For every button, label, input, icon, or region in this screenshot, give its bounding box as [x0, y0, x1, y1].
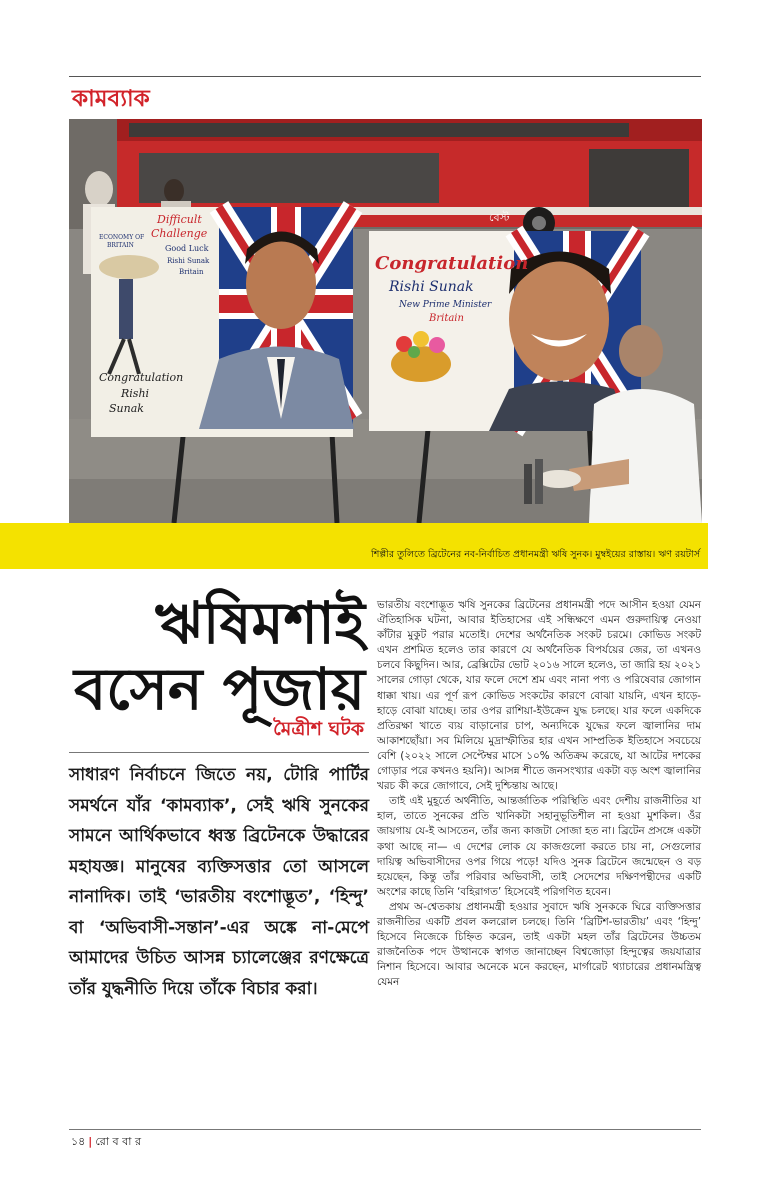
magazine-name: রো ব বা র: [95, 1135, 141, 1148]
left-painting: [91, 207, 354, 437]
page-footer: [71, 1134, 141, 1150]
left-top-text-5: Britain: [179, 268, 204, 276]
footer-separator: |: [88, 1135, 93, 1148]
left-bottom-text-3: Sunak: [109, 402, 144, 415]
top-rule: [69, 76, 701, 77]
left-top-text-3: Good Luck: [165, 244, 209, 253]
section-label: কামব্যাক: [72, 86, 150, 112]
left-top-text-2: Challenge: [151, 227, 208, 240]
headline-line-2: বসেন পূজায়: [74, 655, 365, 723]
body-paragraph: ভারতীয় বংশোদ্ভূত ঋষি সুনকের ব্রিটেনের প্রধানমন্ত্রী পদে আসীন হওয়া যেমন ঐতিহাসিক ঘটনা, আবার ইতিহাসের এই সন্ধিক্ষণে এমন গুরুদায়িত্ব নেওয়া কাঁটার মুকুট পরার মতোই। দেশের অর্থনৈতিক সংকট চরমে। কোভিড সংকট এখন প্রশমিত হলেও তার কারণে যে অর্থনৈতিক বিপর্যয়ের জের, তা এখনও চলবে কিছুদিন। আর, ব্রেক্সিটের ভোট ২০১৬ সালে হলেও, তা জারি হয় ২০২১ সালের গোড়া থেকে, যার ফলে দেশে শ্রম এবং নানা পণ্য ও পরিষেবার জোগান ধাক্কা খায়। এর পূর্ণ রূপ কোভিড সংকটের কারণে বোঝা যায়নি, এখন হাড়ে-হাড়ে বোঝা যাচ্ছে। তার ওপর রাশিয়া-ইউক্রেন যুদ্ধ চলছে। যার ফলে একদিকে প্রতিরক্ষা খাতে ব্যয় বাড়ানোর চাপ, অন্যদিকে যুদ্ধের ফলে জ্বালানির দাম আকাশছোঁয়া। সব মিলিয়ে মুদ্রাস্ফীতির হার এখন সাম্প্রতিক ইতিহাসে সবচেয়ে বেশি (২০২২ সালে সেপ্টেম্বর মাসে ১০% অতিক্রম করেছে, যা আটের দশকের গোড়ার পরে কখনও হয়নি)। আসন্ন শীতে জনসংখ্যার একটা বড় অংশ জ্বালানির খরচ কী করে জোগাবে, সেই দুশ্চিন্তায় আছে।: [377, 599, 701, 793]
left-bottom-text-2: Rishi: [121, 387, 150, 400]
footer-rule: [69, 1129, 701, 1130]
left-bottom-text-1: Congratulation: [99, 371, 184, 384]
right-text-4: Britain: [429, 313, 464, 324]
photo-caption: শিল্পীর তুলিতে ব্রিটেনের নব-নির্বাচিত প্রধানমন্ত্রী ঋষি সুনক। মুম্বইয়ের রাস্তায়। ঋণ রয়টার্স: [371, 549, 700, 560]
left-top-text-1: Difficult: [157, 213, 202, 226]
headline-line-1: ঋষিমশাই: [154, 589, 365, 657]
left-book-text-1: ECONOMY OF: [99, 234, 145, 241]
cover-photo: [69, 119, 702, 523]
body-paragraph: তাই এই মুহূর্তে অর্থনীতি, আন্তর্জাতিক পরিস্থিতি এবং দেশীয় রাজনীতির যা হাল, তাতে সুনকের প্রতি খানিকটা সহানুভূতিশীল না হওয়া মুশকিল। ওঁর জায়গায় যে-ই আসতেন, তাঁর জন্য কাজটা সোজা হত না। ব্রিটেন প্রসঙ্গে একটা কথা আছে না— এ দেশের লোক যে কাজগুলো করতে চায় না, সেগুলোর দায়িত্ব অভিবাসীদের ওপর গিয়ে পড়ে! যদিও সুনক ব্রিটেনে জন্মেছেন ও বড় হয়েছেন, কিন্তু তাঁর পরিবার অভিবাসী, তাই সেদেশের দক্ষিণপন্থীদের একটি অংশের কাছে তিনি ‘বহিরাগত’ হিসেবেই পরিগণিত হবেন।: [377, 795, 701, 898]
article-body: [377, 598, 701, 990]
left-book-text-2: BRITAIN: [107, 242, 134, 249]
byline-rule: [69, 752, 369, 753]
byline: মৈত্রীশ ঘটক: [273, 718, 364, 740]
body-paragraph: প্রথম অ-শ্বেতকায় প্রধানমন্ত্রী হওয়ার সুবাদে ঋষি সুনককে ঘিরে ব্যক্তিসত্তার রাজনীতির একটি প্রবল কলরোল চলছে। তিনি ‘ব্রিটিশ-ভারতীয়’ এবং ‘হিন্দু’ হিসেবে নিজেকে চিহ্নিত করেন, তাই একটা মহল তাঁর ব্রিটেনের উচ্চতম রাজনৈতিক পদে উত্থানকে স্বাগত জানাচ্ছেন বিশ্বজোড়া হিন্দুত্বের জয়যাত্রার নিশান হিসেবে। আবার অনেকে মনে করছেন, মার্গারেট থ্যাচারের প্রধানমন্ত্রিত্ব যেমন: [377, 900, 701, 989]
intro-standfirst: [69, 760, 369, 1004]
right-text-2: Rishi Sunak: [389, 279, 474, 295]
caption-band: [0, 523, 708, 569]
bus-text: বেস্ট: [489, 211, 510, 224]
left-top-text-4: Rishi Sunak: [167, 257, 210, 265]
right-text-1: Congratulation: [375, 253, 529, 274]
right-text-3: New Prime Minister: [399, 300, 492, 310]
page-number: ১৪: [71, 1135, 86, 1148]
intro-text: সাধারণ নির্বাচনে জিতে নয়, টোরি পার্টির সমর্থনে যাঁর ‘কামব্যাক’, সেই ঋষি সুনকের সামনে আর্থিকভাবে ধ্বস্ত ব্রিটেনকে উদ্ধারের মহাযজ্ঞ। মানুষের ব্যক্তিসত্তার তো আসলে নানাদিক। তাই ‘ভারতীয় বংশোদ্ভূত’, ‘হিন্দু’ বা ‘অভিবাসী-সন্তান’-এর অঙ্কে না-মেপে আমাদের উচিত আসন্ন চ্যালেঞ্জের রণক্ষেত্রে তাঁর যুদ্ধনীতি দিয়ে তাঁকে বিচার করা।: [69, 765, 369, 999]
